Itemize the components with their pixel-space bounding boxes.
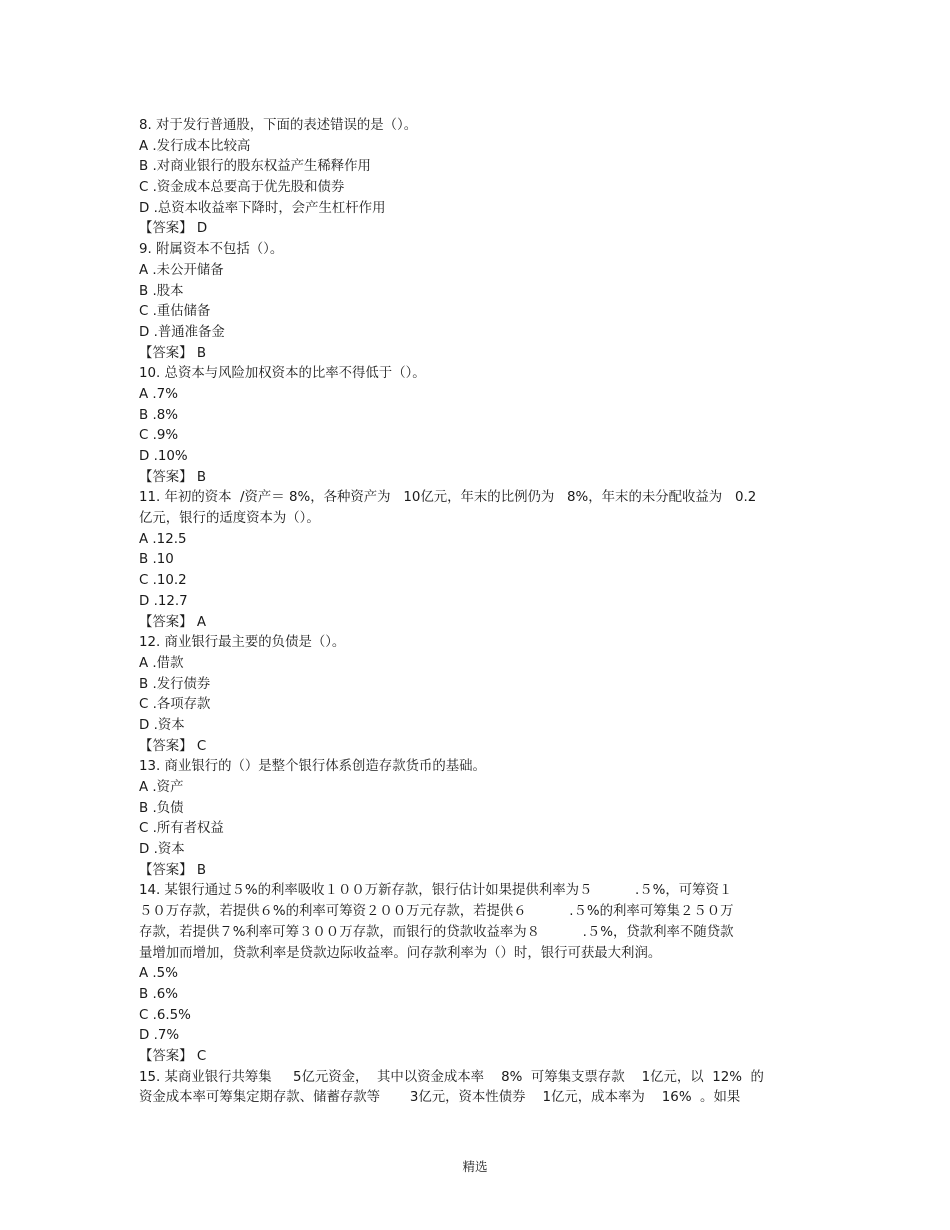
- question-9-stem: 9. 附属资本不包括（）。: [139, 242, 284, 258]
- question-11-stem-line-1: 11. 年初的资本 /资产＝ 8%，各种资产为 10亿元，年末的比例仍为 8%，年末的未分配收益为 0.2: [139, 490, 757, 506]
- question-12-option-d: D .资本: [139, 717, 185, 733]
- question-9-option-a: A .未公开储备: [139, 262, 224, 278]
- question-14-option-a: A .5%: [139, 966, 178, 982]
- page-footer: 精选: [462, 1159, 488, 1174]
- question-12-answer: 【答案】 C: [139, 738, 207, 754]
- question-8-option-c: C .资金成本总要高于优先股和债券: [139, 180, 345, 196]
- question-15-stem-line-2: 资金成本率可筹集定期存款、储蓄存款等 3亿元，资本性债券 1亿元，成本率为 16% 。如果: [139, 1090, 741, 1106]
- question-12-option-a: A .借款: [139, 655, 184, 671]
- question-11-stem-line-2: 亿元，银行的适度资本为（）。: [139, 511, 320, 527]
- question-10-stem: 10. 总资本与风险加权资本的比率不得低于（）。: [139, 366, 426, 382]
- question-9-answer: 【答案】 B: [139, 345, 207, 361]
- question-10-option-c: C .9%: [139, 428, 179, 444]
- question-8-stem: 8. 对于发行普通股，下面的表述错误的是（）。: [139, 118, 418, 133]
- question-11-option-c: C .10.2: [139, 573, 187, 589]
- question-9-option-c: C .重估储备: [139, 304, 211, 320]
- question-8-answer: 【答案】 D: [139, 221, 208, 237]
- question-12-option-b: B .发行债券: [139, 676, 211, 692]
- question-13-option-b: B .负债: [139, 800, 184, 816]
- question-8-option-a: A .发行成本比较高: [139, 138, 251, 154]
- question-14-option-b: B .6%: [139, 986, 178, 1002]
- question-13-option-a: A .资产: [139, 780, 184, 795]
- question-10-answer: 【答案】 B: [139, 469, 207, 485]
- question-12-stem: 12. 商业银行最主要的负债是（）。: [139, 635, 346, 651]
- question-13-option-c: C .所有者权益: [139, 821, 224, 837]
- question-13-answer: 【答案】 B: [139, 862, 207, 878]
- question-10-option-d: D .10%: [139, 449, 188, 464]
- question-10-option-a: A .7%: [139, 386, 178, 402]
- question-14-stem-line-2: ５０万存款，若提供６%的利率可筹资２００万元存款，若提供６ .５%的利率可筹集２５０万: [139, 904, 734, 920]
- question-11-option-b: B .10: [139, 552, 174, 568]
- question-9-option-b: B .股本: [139, 283, 184, 299]
- question-14-option-c: C .6.5%: [139, 1007, 191, 1023]
- question-14-answer: 【答案】 C: [139, 1048, 207, 1064]
- question-10-option-b: B .8%: [139, 407, 178, 423]
- question-14-option-d: D .7%: [139, 1028, 180, 1044]
- question-13-option-d: D .资本: [139, 842, 185, 858]
- question-9-option-d: D .普通准备金: [139, 324, 225, 340]
- question-8-option-b: B .对商业银行的股东权益产生稀释作用: [139, 159, 371, 175]
- question-12-option-c: C .各项存款: [139, 697, 211, 713]
- question-11-option-a: A .12.5: [139, 531, 187, 547]
- question-14-stem-line-4: 量增加而增加，贷款利率是贷款边际收益率。问存款利率为（）时，银行可获最大利润。: [139, 945, 662, 961]
- question-11-option-d: D .12.7: [139, 593, 188, 609]
- question-8-option-d: D .总资本收益率下降时，会产生杠杆作用: [139, 200, 386, 216]
- question-list: [139, 116, 811, 1109]
- question-14-stem-line-1: 14. 某银行通过５%的利率吸收１００万新存款，银行估计如果提供利率为５ .５%，可筹资１: [139, 883, 733, 899]
- question-15-stem-line-1: 15. 某商业银行共筹集 5亿元资金， 其中以资金成本率 8% 可筹集支票存款 1亿元，以 12% 的: [139, 1069, 764, 1085]
- question-14-stem-line-3: 存款，若提供７%利率可筹３００万存款，而银行的贷款收益率为８ .５%，贷款利率不随贷款: [139, 924, 734, 940]
- question-11-answer: 【答案】 A: [139, 614, 206, 630]
- question-13-stem: 13. 商业银行的（）是整个银行体系创造存款货币的基础。: [139, 759, 486, 775]
